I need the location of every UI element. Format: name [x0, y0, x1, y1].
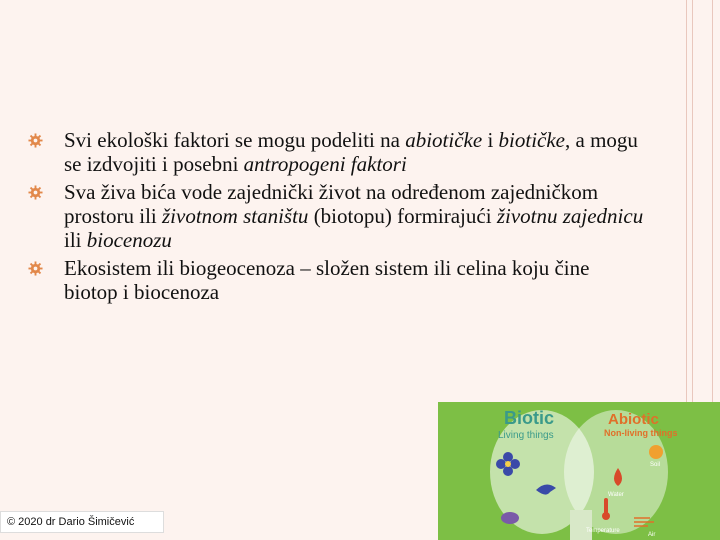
biotic-abiotic-illustration [438, 402, 720, 540]
bullet-item [28, 128, 648, 176]
bullet-text-2: Ekosistem ili biogeocenoza – složen sistem ili celina koju čine biotop i biocenoza [64, 256, 590, 304]
biotic-subtitle: Living things [498, 430, 554, 441]
leaf-icon [501, 512, 519, 524]
bullet-text-0: Svi ekološki faktori se mogu podeliti na abiotičke i biotičke, a mogu se izdvojiti i posebni antropogeni faktori [64, 128, 638, 176]
gear-bullet-icon [28, 133, 43, 148]
label-water: Water [608, 492, 624, 498]
abiotic-subtitle: Non-living things [604, 428, 678, 438]
bullet-item [28, 256, 648, 304]
sun-icon [649, 445, 663, 459]
bullet-list [28, 128, 648, 308]
biotic-title: Biotic [504, 408, 555, 428]
copyright-footer: © 2020 dr Dario Šimičević [0, 511, 164, 533]
bullet-item [28, 180, 648, 252]
abiotic-title: Abiotic [608, 411, 659, 428]
label-soil: Soil [650, 462, 661, 468]
label-temperature: Temperature [586, 528, 620, 534]
label-air: Air [648, 532, 656, 538]
bullet-text-1: Sva živa bića vode zajednički život na određenom zajedničkom prostoru ili životnom staništu (biotopu) formirajući životnu zajednicu ili biocenozu [64, 180, 644, 252]
bulb-base [570, 510, 592, 540]
gear-bullet-icon [28, 185, 43, 200]
gear-bullet-icon [28, 261, 43, 276]
